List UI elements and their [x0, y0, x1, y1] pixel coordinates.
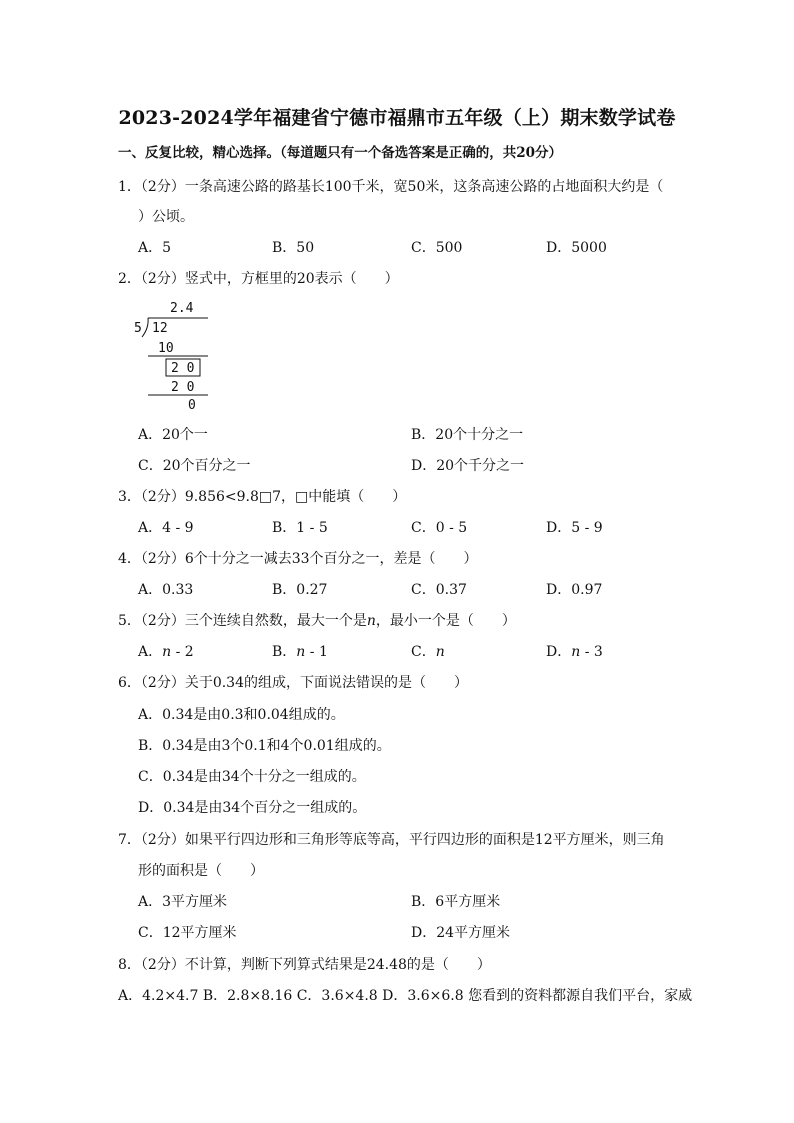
question-1-text: 1．（2分）一条高速公路的路基长100千米，宽50米，这条高速公路的占地面积大约是（ [118, 179, 664, 195]
question-7-option-d: D．24平方厘米 [411, 925, 511, 941]
question-4-option-c: C．0.37 [411, 582, 467, 598]
division-step-subtract: 10 [158, 341, 174, 356]
question-6-option-d: D．0.34是由34个百分之一组成的。 [138, 800, 367, 816]
division-divisor: 5 [134, 321, 142, 336]
question-2-text: 2．（2分）竖式中，方框里的20表示（ ） [118, 271, 399, 287]
question-1-option-c: C．500 [411, 240, 463, 256]
question-7-option-b: B．6平方厘米 [411, 894, 501, 910]
question-5-option-a: A．n - 2 [138, 644, 194, 660]
section-heading: 一、反复比较，精心选择。（每道题只有一个备选答案是正确的，共20分） [118, 145, 563, 161]
question-3-option-c: C．0 - 5 [411, 520, 468, 536]
division-remainder: 0 [188, 398, 196, 413]
question-1-option-d: D．5000 [546, 240, 607, 256]
question-4-option-d: D．0.97 [546, 582, 603, 598]
question-7-text-continued: 形的面积是（ ） [138, 863, 264, 879]
question-5-text-end: ，最小一个是（ ） [375, 613, 516, 629]
division-dividend: 12 [152, 321, 168, 336]
question-8-options: A．4.2×4.7 B．2.8×8.16 C．3.6×4.8 D．3.6×6.8 您看到的资料都源自我们平台，家威 [118, 988, 693, 1004]
question-3-option-a: A．4 - 9 [138, 520, 194, 536]
question-2-option-c: C．20个百分之一 [138, 458, 251, 474]
division-step-product: 2 0 [171, 380, 195, 395]
question-2-option-a: A．20个一 [138, 427, 208, 443]
question-6-option-b: B．0.34是由3个0.1和4个0.01组成的。 [138, 738, 391, 754]
question-3-option-d: D．5 - 9 [546, 520, 603, 536]
question-7-option-c: C．12平方厘米 [138, 925, 237, 941]
question-2-option-d: D．20个千分之一 [411, 458, 525, 474]
question-4-option-b: B．0.27 [272, 582, 328, 598]
question-1-text-continued: ）公顷。 [138, 209, 194, 225]
page-title: 2023-2024学年福建省宁德市福鼎市五年级（上）期末数学试卷 [118, 107, 676, 129]
question-4-text: 4．（2分）6个十分之一减去33个百分之一，差是（ ） [118, 551, 478, 567]
question-5-option-d: D．n - 3 [546, 644, 603, 660]
question-6-option-c: C．0.34是由34个十分之一组成的。 [138, 769, 366, 785]
question-3-text: 3．（2分）9.856<9.8□7，□中能填（ ） [118, 489, 407, 505]
question-2-option-b: B．20个十分之一 [411, 427, 524, 443]
question-1-option-a: A．5 [138, 240, 172, 256]
division-quotient: 2.4 [170, 301, 194, 316]
question-7-text: 7．（2分）如果平行四边形和三角形等底等高，平行四边形的面积是12平方厘米，则三角 [118, 832, 665, 848]
question-5-text [118, 612, 516, 630]
question-5-option-c: C．n [411, 644, 445, 660]
question-1-option-b: B．50 [272, 240, 315, 256]
question-7-option-a: A．3平方厘米 [138, 894, 228, 910]
question-5-text-start: 5．（2分）三个连续自然数，最大一个是 [118, 613, 367, 629]
division-boxed-value: 2 0 [171, 361, 195, 376]
question-6-option-a: A．0.34是由0.3和0.04组成的。 [138, 707, 345, 723]
question-8-text: 8．（2分）不计算，判断下列算式结果是24.48的是（ ） [118, 957, 491, 973]
long-division-figure [132, 296, 222, 416]
question-5-variable: n [366, 613, 376, 629]
question-3-option-b: B．1 - 5 [272, 520, 328, 536]
question-6-text: 6．（2分）关于0.34的组成，下面说法错误的是（ ） [118, 675, 468, 691]
question-5-option-b: B．n - 1 [272, 644, 328, 660]
question-4-option-a: A．0.33 [138, 582, 194, 598]
